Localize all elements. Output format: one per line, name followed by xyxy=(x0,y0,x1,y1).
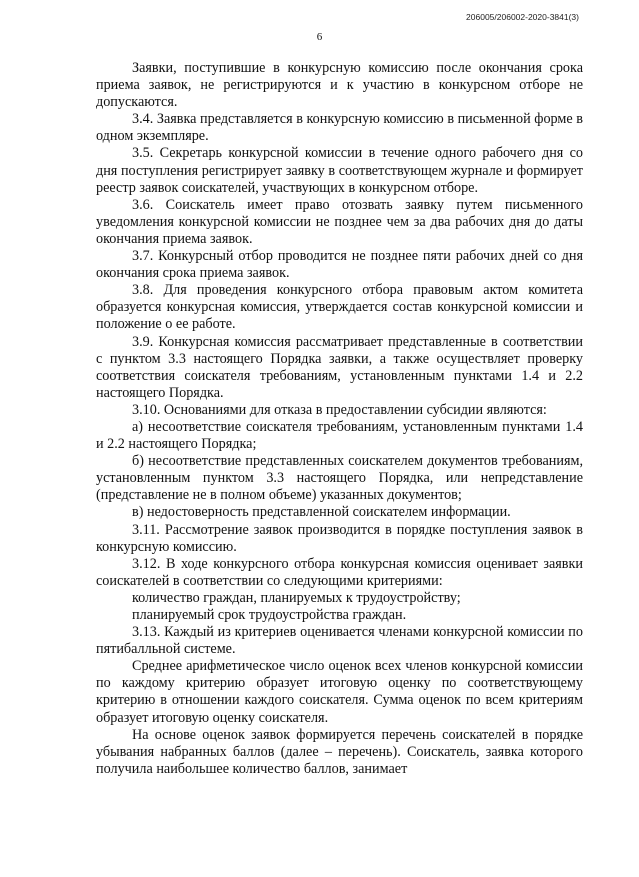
paragraph-3-8: 3.8. Для проведения конкурсного отбора правовым актом комитета образуется конкурсная комиссия, утверждается состав конкурсной комиссии и положение о ее работе. xyxy=(96,282,583,333)
paragraph-3-12: 3.12. В ходе конкурсного отбора конкурсная комиссия оценивает заявки соискателей в соответствии со следующими критериями: xyxy=(96,555,583,589)
paragraph-ranking: На основе оценок заявок формируется перечень соискателей в порядке убывания набранных баллов (далее – перечень). Соискатель, заявка которого получила наибольшее количество баллов, занимает xyxy=(96,726,583,777)
paragraph-3-6: 3.6. Соискатель имеет право отозвать заявку путем письменного уведомления конкурсной комиссии не позднее чем за два рабочих дня до даты окончания приема заявок. xyxy=(96,196,583,247)
paragraph-3-13: 3.13. Каждый из критериев оценивается членами конкурсной комиссии по пятибалльной системе. xyxy=(96,624,583,658)
paragraph-average: Среднее арифметическое число оценок всех членов конкурсной комиссии по каждому критерию образует итоговую оценку по соответствующему критерию в отношении каждого соискателя. Сумма оценок по всем критериям образует итоговую оценку соискателя. xyxy=(96,658,583,726)
paragraph-3-9: 3.9. Конкурсная комиссия рассматривает представленные в соответствии с пунктом 3.3 настоящего Порядка заявки, а также осуществляет проверку соответствия соискателя требованиям, установленным пунктами 1.4 и 2.2 настоящего Порядка. xyxy=(96,333,583,401)
paragraph-3-11: 3.11. Рассмотрение заявок производится в порядке поступления заявок в конкурсную комиссию. xyxy=(96,521,583,555)
page-number: 6 xyxy=(316,31,323,43)
subitem-a: а) несоответствие соискателя требованиям, установленным пунктами 1.4 и 2.2 настоящего Порядка; xyxy=(96,418,583,453)
paragraph-3-7: 3.7. Конкурсный отбор проводится не позднее пяти рабочих дней со дня окончания срока приема заявок. xyxy=(96,248,583,282)
paragraph: Заявки, поступившие в конкурсную комиссию после окончания срока приема заявок, не регистрируются и к участию в конкурсном отборе не допускаются. xyxy=(96,60,583,111)
paragraph-3-4: 3.4. Заявка представляется в конкурсную комиссию в письменной форме в одном экземпляре. xyxy=(96,111,583,145)
paragraph-3-10: 3.10. Основаниями для отказа в предоставлении субсидии являются: xyxy=(132,401,547,418)
criterion-2: планируемый срок трудоустройства граждан. xyxy=(132,607,407,623)
criterion-1: количество граждан, планируемых к трудоустройству; xyxy=(132,589,461,606)
subitem-b: б) несоответствие представленных соискателем документов требованиям, установленным пунктом 3.3 настоящего Порядка, или непредставление (представление не в полном объеме) указанных документов; xyxy=(96,453,583,504)
subitem-v: в) недостоверность представленной соискателем информации. xyxy=(132,504,511,521)
document-code: 206005/206002-2020-3841(3) xyxy=(466,12,579,22)
document-body xyxy=(96,60,583,778)
paragraph-3-5: 3.5. Секретарь конкурсной комиссии в течение одного рабочего дня со дня поступления регистрирует заявку в соответствующем журнале и формирует реестр заявок соискателей, участвующих в конкурсном отборе. xyxy=(96,145,583,196)
